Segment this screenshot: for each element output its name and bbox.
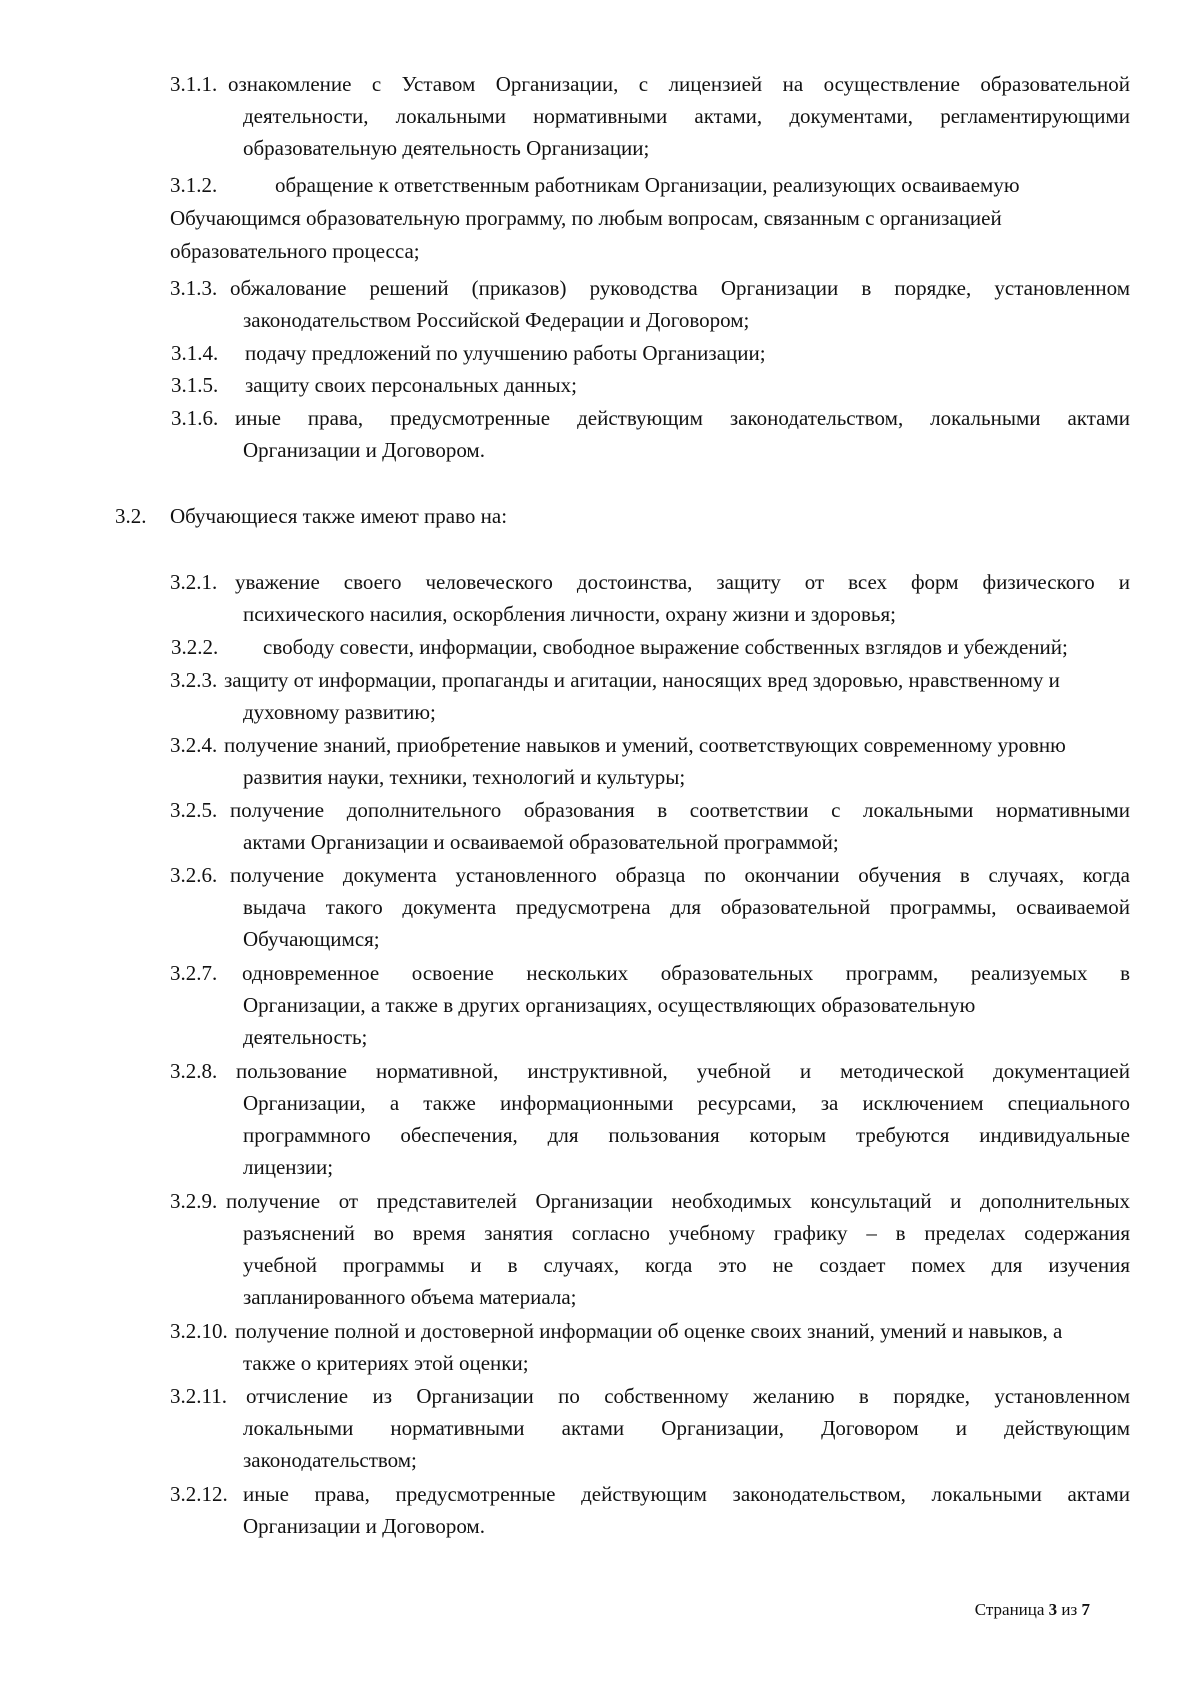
clause-text-line: программного обеспечения, для пользования которым требуются индивидуальные xyxy=(243,1123,1130,1147)
clause-text-line: выдача такого документа предусмотрена для образовательной программы, осваиваемой xyxy=(243,895,1130,919)
clause-text-line: учебной программы и в случаях, когда это не создает помех для изучения xyxy=(243,1253,1130,1277)
clause-text-line: образовательного процесса; xyxy=(170,239,420,263)
clause-text-line: иные права, предусмотренные действующим законодательством, локальными актами xyxy=(235,406,1130,430)
clause-number: 3.2.5. xyxy=(170,798,218,822)
footer-page-label: Страница xyxy=(974,1600,1045,1619)
clause-text-line: Организации, а также информационными ресурсами, за исключением специального xyxy=(243,1091,1130,1115)
clause-text-line: законодательством; xyxy=(243,1448,417,1472)
clause-text-line: ознакомление с Уставом Организации, с лицензией на осуществление образовательной xyxy=(228,72,1130,96)
clause-text-line: подачу предложений по улучшению работы Организации; xyxy=(245,341,766,365)
clause-text-line: иные права, предусмотренные действующим законодательством, локальными актами xyxy=(243,1482,1130,1506)
footer-page-number: 3 xyxy=(1048,1600,1058,1619)
clause-number: 3.1.5. xyxy=(171,373,219,397)
clause-text-line: обжалование решений (приказов) руководства Организации в порядке, установленном xyxy=(230,276,1130,300)
clause-text-line: локальными нормативными актами Организации, Договором и действующим xyxy=(243,1416,1130,1440)
section-number: 3.2. xyxy=(115,504,147,528)
clause-text-line: обращение к ответственным работникам Организации, реализующих осваиваемую xyxy=(275,173,1020,197)
clause-text-line: также о критериях этой оценки; xyxy=(243,1351,529,1375)
clause-text-line: одновременное освоение нескольких образовательных программ, реализуемых в xyxy=(242,961,1130,985)
clause-text-line: образовательную деятельность Организации; xyxy=(243,136,650,160)
clause-text-line: получение от представителей Организации необходимых консультаций и дополнительных xyxy=(226,1189,1130,1213)
clause-text-line: разъяснений во время занятия согласно учебному графику – в пределах содержания xyxy=(243,1221,1130,1245)
clause-number: 3.2.1. xyxy=(170,570,218,594)
clause-text-line: деятельности, локальными нормативными актами, документами, регламентирующими xyxy=(243,104,1130,128)
clause-number: 3.2.2. xyxy=(171,635,219,659)
clause-text-line: духовному развитию; xyxy=(243,700,436,724)
clause-text-line: психического насилия, оскорбления личности, охрану жизни и здоровья; xyxy=(243,602,896,626)
clause-text-line: развития науки, техники, технологий и культуры; xyxy=(243,765,686,789)
clause-number: 3.1.4. xyxy=(171,341,219,365)
clause-text-line: Обучающимся образовательную программу, по любым вопросам, связанным с организацией xyxy=(170,206,1002,230)
clause-text-line: лицензии; xyxy=(243,1155,334,1179)
clause-number: 3.2.8. xyxy=(170,1059,218,1083)
clause-text-line: получение полной и достоверной информации об оценке своих знаний, умений и навыков, а xyxy=(235,1319,1063,1343)
clause-number: 3.2.4. xyxy=(170,733,218,757)
clause-text-line: пользование нормативной, инструктивной, учебной и методической документацией xyxy=(236,1059,1130,1083)
footer-page-total: 7 xyxy=(1081,1600,1090,1619)
clause-number: 3.1.3. xyxy=(170,276,218,300)
footer-separator: из xyxy=(1061,1600,1078,1619)
clause-number: 3.1.6. xyxy=(171,406,219,430)
page-footer xyxy=(975,1598,1090,1622)
clause-number: 3.1.2. xyxy=(170,173,218,197)
clause-text-line: Обучающимся; xyxy=(243,927,380,951)
clause-text-line: уважение своего человеческого достоинства, защиту от всех форм физического и xyxy=(235,570,1130,594)
clause-number: 3.1.1. xyxy=(170,72,218,96)
clause-text-line: запланированного объема материала; xyxy=(243,1285,577,1309)
clause-number: 3.2.9. xyxy=(170,1189,218,1213)
section-heading: Обучающиеся также имеют право на: xyxy=(170,504,508,528)
clause-text-line: защиту своих персональных данных; xyxy=(245,373,577,397)
clause-text-line: отчисление из Организации по собственному желанию в порядке, установленном xyxy=(246,1384,1130,1408)
clause-text-line: защиту от информации, пропаганды и агитации, наносящих вред здоровью, нравственному и xyxy=(224,668,1060,692)
clause-number: 3.2.10. xyxy=(170,1319,228,1343)
clause-text-line: Организации, а также в других организациях, осуществляющих образовательную xyxy=(243,993,976,1017)
clause-text-line: получение дополнительного образования в соответствии с локальными нормативными xyxy=(230,798,1130,822)
clause-text-line: получение документа установленного образца по окончании обучения в случаях, когда xyxy=(230,863,1130,887)
clause-text-line: актами Организации и осваиваемой образовательной программой; xyxy=(243,830,839,854)
clause-text-line: Организации и Договором. xyxy=(243,438,485,462)
clause-number: 3.2.12. xyxy=(170,1482,228,1506)
clause-text-line: получение знаний, приобретение навыков и умений, соответствующих современному уровню xyxy=(224,733,1066,757)
clause-number: 3.2.11. xyxy=(170,1384,227,1408)
clause-text-line: свободу совести, информации, свободное выражение собственных взглядов и убеждений; xyxy=(263,635,1068,659)
clause-text-line: Организации и Договором. xyxy=(243,1514,485,1538)
clause-number: 3.2.3. xyxy=(170,668,218,692)
clause-number: 3.2.6. xyxy=(170,863,218,887)
clause-text-line: деятельность; xyxy=(243,1025,368,1049)
clause-number: 3.2.7. xyxy=(170,961,218,985)
clause-text-line: законодательством Российской Федерации и Договором; xyxy=(243,308,750,332)
